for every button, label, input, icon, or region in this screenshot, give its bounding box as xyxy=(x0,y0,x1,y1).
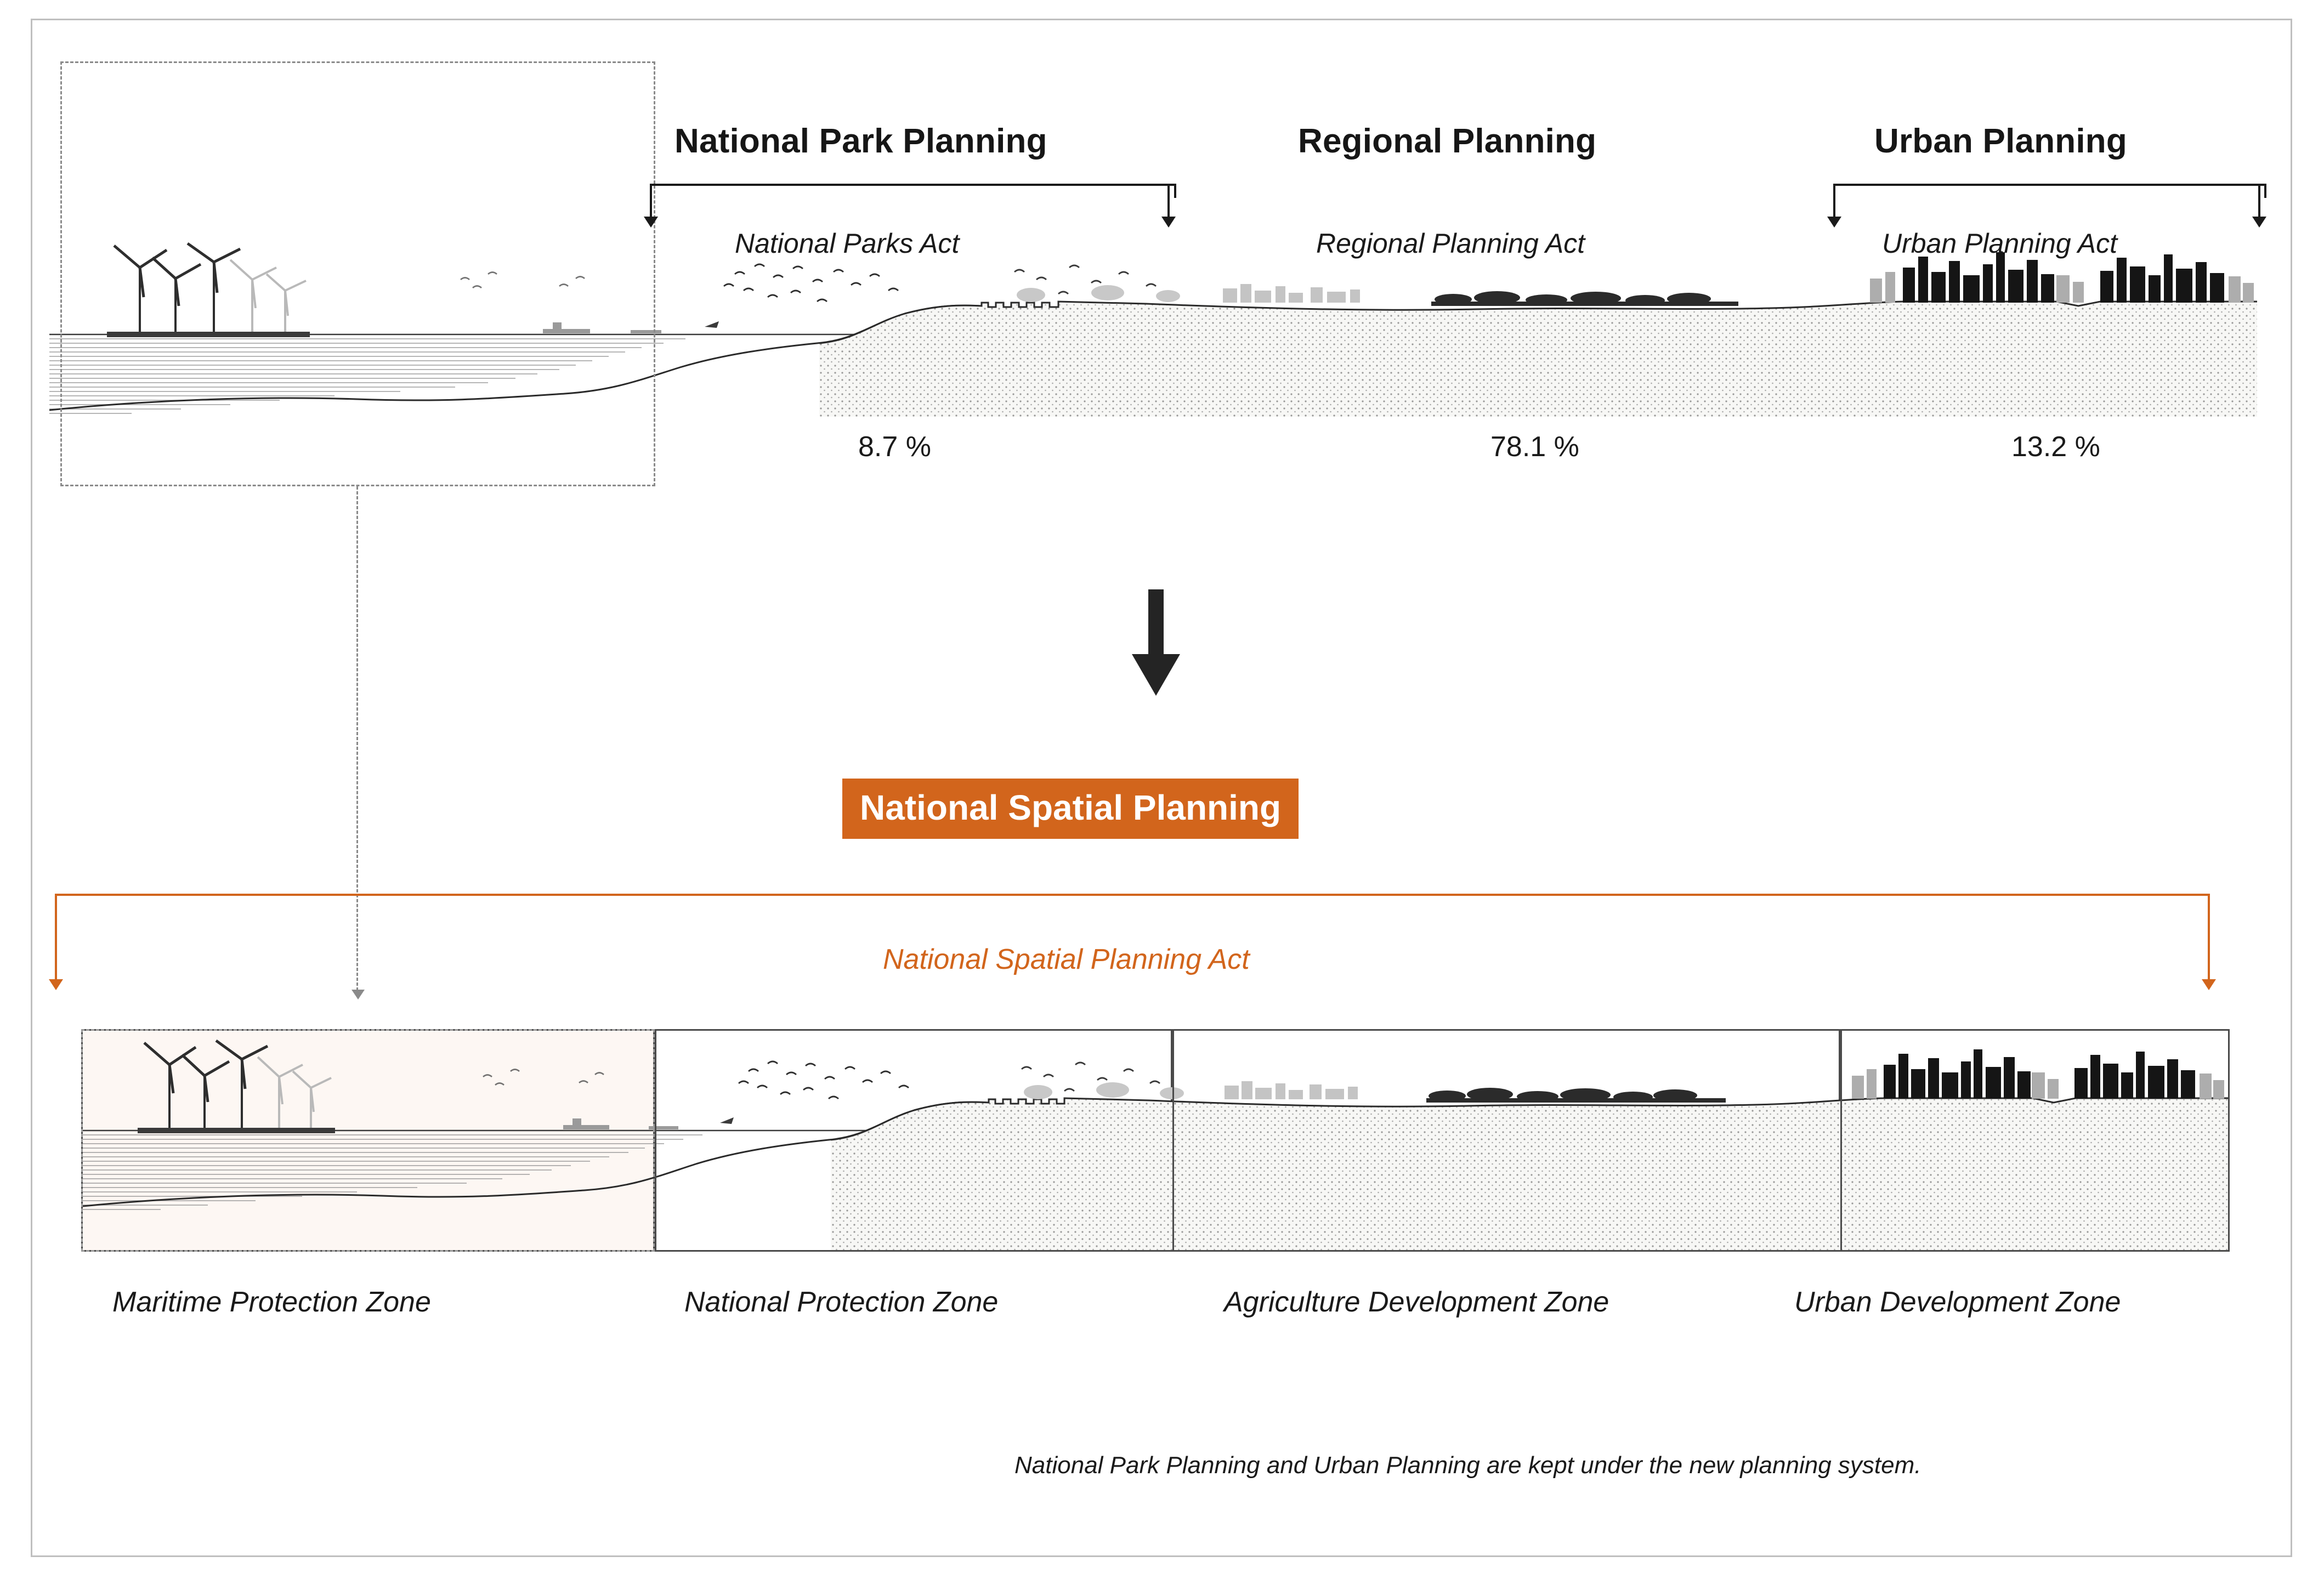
arrow-new-act-left xyxy=(55,894,57,981)
transition-arrow-icon xyxy=(1148,589,1164,655)
column-heading-urban-planning: Urban Planning xyxy=(1874,122,2127,160)
column-heading-regional-planning: Regional Planning xyxy=(1298,122,1597,160)
footnote: National Park Planning and Urban Planning are kept under the new planning system. xyxy=(1014,1452,1921,1479)
maritime-zone-dashed-outline xyxy=(81,1029,655,1252)
share-urban-planning: 13.2 % xyxy=(2011,431,2100,463)
share-regional-planning: 78.1 % xyxy=(1490,431,1579,463)
column-heading-national-park-planning: National Park Planning xyxy=(674,122,1047,160)
zone-label-urban-development: Urban Development Zone xyxy=(1794,1286,2121,1318)
act-regional-planning: Regional Planning Act xyxy=(1316,228,1585,259)
new-system-title-banner: National Spatial Planning xyxy=(842,779,1299,839)
zone-divider-3 xyxy=(1840,1029,1842,1252)
arrow-urban-planning-act-right xyxy=(2258,184,2260,219)
arrow-new-act-right xyxy=(2208,894,2210,981)
act-urban-planning: Urban Planning Act xyxy=(1882,228,2117,259)
bracket-national-park-planning xyxy=(650,184,1176,186)
zone-divider-1 xyxy=(655,1029,656,1252)
bracket-national-spatial-planning-act xyxy=(55,894,2210,896)
share-national-park-planning: 8.7 % xyxy=(858,431,931,463)
zone-label-maritime-protection: Maritime Protection Zone xyxy=(112,1286,431,1318)
bracket-urban-planning xyxy=(1833,184,2266,186)
zone-divider-2 xyxy=(1172,1029,1174,1252)
zone-label-agriculture-development: Agriculture Development Zone xyxy=(1224,1286,1609,1318)
act-national-spatial-planning: National Spatial Planning Act xyxy=(883,944,1250,975)
act-national-parks: National Parks Act xyxy=(735,228,960,259)
arrow-national-parks-act xyxy=(650,184,652,219)
maritime-inset-highlight-box xyxy=(60,61,655,486)
arrow-national-parks-act-right xyxy=(1167,184,1170,219)
maritime-inset-connector xyxy=(356,486,358,991)
zone-label-national-protection: National Protection Zone xyxy=(684,1286,999,1318)
arrow-urban-planning-act-left xyxy=(1833,184,1835,219)
